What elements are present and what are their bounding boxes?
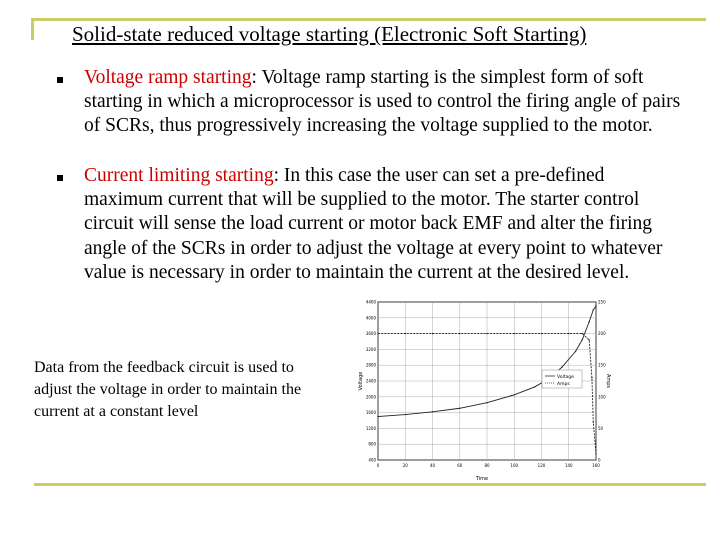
x-tick-label: 80: [484, 463, 490, 468]
x-tick-label: 0: [376, 463, 380, 468]
left-axis-ticks: [366, 300, 377, 463]
amps-point: [432, 333, 433, 334]
left-tick-label: 2000: [365, 394, 376, 400]
bullet-marker-1: [57, 77, 63, 83]
right-tick-label: 200: [598, 331, 606, 337]
voltage-point: [534, 386, 535, 387]
right-tick-label: 0: [598, 457, 601, 463]
voltage-point: [575, 351, 576, 352]
bullet-voltage-ramp: [84, 66, 684, 139]
left-tick-label: 3600: [365, 331, 376, 337]
top-rule: [31, 18, 706, 21]
amps-point: [377, 333, 378, 334]
x-tick-label: 100: [510, 463, 519, 468]
amps-point: [459, 333, 460, 334]
voltage-point: [582, 339, 583, 340]
bullet-term: Voltage ramp starting: [84, 67, 252, 88]
bottom-rule: [34, 483, 706, 486]
slide-title: Solid-state reduced voltage starting (Electronic Soft Starting): [72, 22, 587, 46]
right-tick-label: 150: [598, 362, 606, 368]
voltage-point: [459, 408, 460, 409]
x-tick-label: 20: [402, 463, 408, 468]
amps-point: [593, 421, 594, 422]
x-tick-label: 140: [564, 463, 573, 468]
x-tick-label: 60: [457, 463, 463, 468]
x-axis-label: Time: [475, 476, 489, 482]
left-tick-label: 3200: [365, 346, 376, 352]
bullet-marker-2: [57, 175, 63, 181]
voltage-point: [514, 394, 515, 395]
legend-voltage: Voltage: [557, 375, 574, 380]
voltage-point: [432, 411, 433, 412]
right-tick-label: 100: [598, 394, 606, 400]
left-tick-label: 1200: [365, 425, 376, 431]
bullet-text: : In this case the user can set a pre-defined maximum current that will be supplied to the motor. The starter control circuit will sense the load current or motor back EMF and alter the firing angle of the SCRs in order to adjust the voltage at every point to whatever value is necessary in order to maintain the current at the desired level.: [84, 165, 663, 283]
left-tick-label: 800: [368, 441, 376, 447]
voltage-point: [561, 366, 562, 367]
amps-point: [591, 377, 592, 378]
x-tick-label: 160: [592, 463, 600, 468]
x-tick-label: 120: [537, 463, 546, 468]
legend-amps: Amps: [557, 382, 570, 387]
soft-start-chart: [352, 296, 610, 482]
left-rule: [31, 18, 34, 40]
left-tick-label: 2800: [365, 362, 376, 368]
x-tick-label: 40: [429, 463, 436, 468]
amps-point: [588, 339, 589, 340]
voltage-point: [377, 416, 378, 417]
voltage-point: [595, 305, 596, 306]
left-tick-label: 4400: [365, 299, 376, 305]
left-tick-label: 4000: [365, 315, 376, 321]
amps-point: [541, 333, 542, 334]
bullet-text: : Voltage ramp starting is the simplest form of soft starting in which a microprocessor is used to control the firing angle of pairs of SCRs, thus progressively increasing the voltage supplied to the motor.: [84, 67, 681, 137]
voltage-point: [486, 402, 487, 403]
voltage-point: [405, 414, 406, 415]
bullet-term: Current limiting starting: [84, 165, 274, 186]
amps-point: [514, 333, 515, 334]
voltage-point: [593, 309, 594, 310]
right-axis-label: Amps: [605, 373, 611, 389]
left-tick-label: 1600: [365, 410, 376, 416]
right-axis-ticks: [598, 300, 606, 463]
bullet-current-limiting: [84, 164, 680, 285]
amps-point: [568, 333, 569, 334]
x-axis-ticks: [377, 463, 601, 468]
chart-legend: [542, 370, 582, 388]
amps-point: [582, 333, 583, 334]
right-tick-label: 50: [598, 425, 604, 431]
left-axis-label: Voltage: [358, 371, 364, 391]
amps-point: [595, 453, 596, 454]
chart-caption: Data from the feedback circuit is used to adjust the voltage in order to maintain the current at a constant level: [34, 359, 302, 420]
voltage-point: [588, 321, 589, 322]
amps-point: [405, 333, 406, 334]
left-tick-label: 2400: [365, 378, 376, 384]
amps-point: [486, 333, 487, 334]
right-tick-label: 250: [598, 299, 606, 305]
left-tick-label: 400: [368, 457, 376, 463]
